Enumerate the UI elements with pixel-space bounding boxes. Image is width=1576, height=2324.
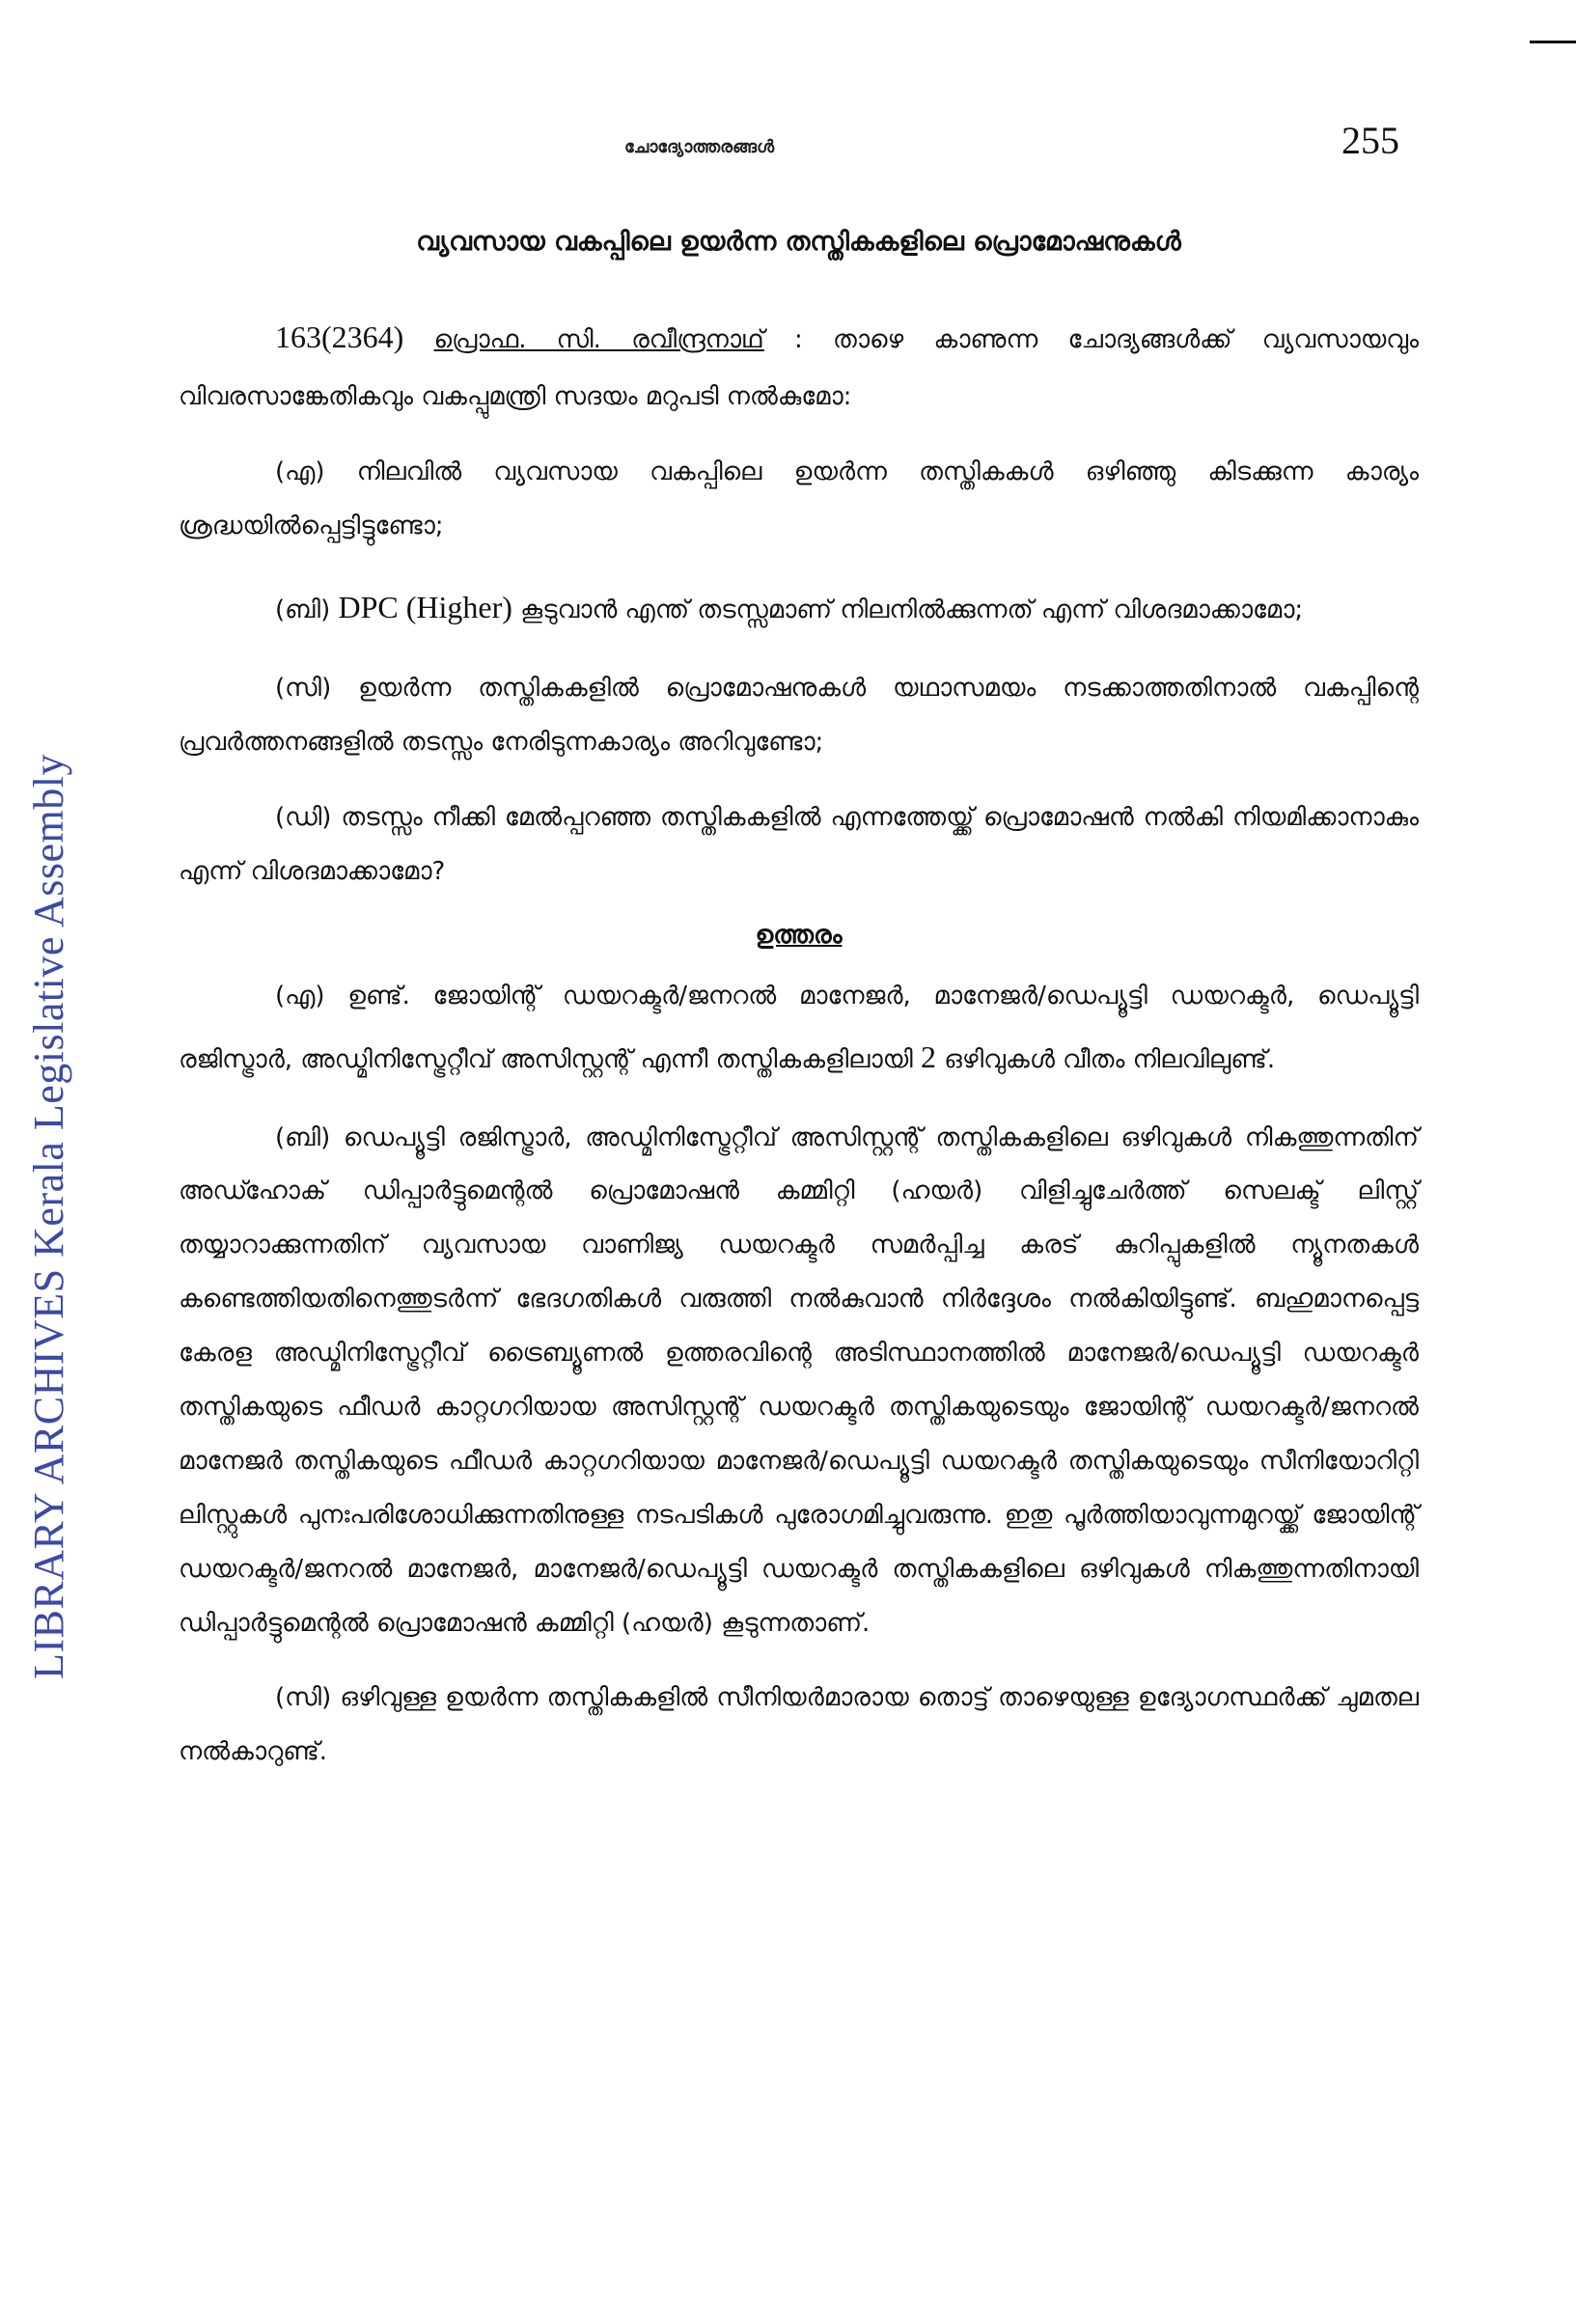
question-d: (ഡി) തടസ്സം നീക്കി മേൽപ്പറഞ്ഞ തസ്തികകളിൽ എന്നത്തേയ്ക്ക് പ്രൊമോഷൻ നൽകി നിയമിക്കാനാകും എന്ന് വിശദമാക്കാമോ? — [179, 803, 1419, 886]
question-a: (എ) നിലവിൽ വ്യവസായ വകപ്പിലെ ഉയർന്ന തസ്തികകൾ ഒഴിഞ്ഞു കിടക്കുന്ന കാര്യം ശ്രദ്ധയിൽപ്പെട്ടിട്ടുണ്ടോ; — [179, 456, 1419, 540]
answer-a — [179, 970, 1419, 1091]
member-name: പ്രൊഫ. സി. രവീന്ദ്രനാഥ് — [433, 325, 764, 354]
question-number: 163(2364) — [275, 319, 404, 354]
answer-b: (ബി) ഡെപ്യൂട്ടി രജിസ്ട്രാർ, അഡ്മിനിസ്ട്രേറ്റീവ് അസിസ്റ്റന്റ് തസ്തികകളിലെ ഒഴിവുകൾ നികത്തുന്നതിന് അഡ്ഹോക് ഡിപ്പാർട്ടുമെന്റൽ പ്രൊമോഷൻ കമ്മിറ്റി (ഹയർ) വിളിച്ചുചേർത്ത് സെലക്ട് ലിസ്റ്റ് തയ്യാറാക്കുന്നതിന് വ്യവസായ വാണിജ്യ ഡയറക്ടർ സമർപ്പിച്ച കരട് കുറിപ്പുകളിൽ ന്യൂനതകൾ കണ്ടെത്തിയതിനെത്തുടർന്ന് ഭേദഗതികൾ വരുത്തി നൽകുവാൻ നിർദ്ദേശം നൽകിയിട്ടുണ്ട്. ബഹുമാനപ്പെട്ട കേരള അഡ്മിനിസ്ട്രേറ്റീവ് ട്രൈബ്യൂണൽ ഉത്തരവിന്റെ അടിസ്ഥാനത്തിൽ മാനേജർ/ഡെപ്യൂട്ടി ഡയറക്ടർ തസ്തികയുടെ ഫീഡർ കാറ്റഗറിയായ അസിസ്റ്റന്റ് ഡയറക്ടർ തസ്തികയുടെയും ജോയിന്റ് ഡയറക്ടർ/ജനറൽ മാനേജർ തസ്തികയുടെ ഫീഡർ കാറ്റഗറിയായ മാനേജർ/ഡെപ്യൂട്ടി ഡയറക്ടർ തസ്തികയുടെയും സീനിയോറിറ്റി ലിസ്റ്റുകൾ പുനഃപരിശോധിക്കുന്നതിനുള്ള നടപടികൾ പുരോഗമിച്ചുവരുന്നു. ഇതു പൂർത്തിയാവുന്നമുറയ്ക്ക് ജോയിന്റ് ഡയറക്ടർ/ജനറൽ മാനേജർ, മാനേജർ/ഡെപ്യൂട്ടി ഡയറക്ടർ തസ്തികകളിലെ ഒഴിവുകൾ നികത്തുന്നതിനായി ഡിപ്പാർട്ടുമെന്റൽ പ്രൊമോഷൻ കമ്മിറ്റി (ഹയർ) കൂടുന്നതാണ്. — [179, 1122, 1419, 1638]
document-title: വ്യവസായ വകപ്പിലെ ഉയർന്ന തസ്തികകളിലെ പ്രൊമോഷനുകൾ — [416, 227, 1181, 257]
running-header: ചോദ്യോത്തരങ്ങൾ — [624, 137, 775, 157]
answer-a-after: ഒഴിവുകൾ വീതം നിലവിലുണ്ട്. — [936, 1044, 1276, 1074]
page-number: 255 — [1341, 119, 1399, 162]
answer-a-before: (എ) ഉണ്ട്. ജോയിന്റ് ഡയറക്ടർ/ജനറൽ മാനേജർ, മാനേജർ/ഡെപ്യൂട്ടി ഡയറക്ടർ, ഡെപ്യൂട്ടി രജിസ്ട്രാർ, അഡ്മിനിസ്ട്രേറ്റീവ് അസിസ്റ്റന്റ് എന്നീ തസ്തികകളിലായി — [179, 981, 1419, 1074]
edge-mark — [1530, 41, 1576, 43]
question-b-prefix: (ബി) — [275, 595, 339, 625]
question-intro-text: : താഴെ കാണുന്ന ചോദ്യങ്ങൾക്ക് വ്യവസായവും വിവരസാങ്കേതികവും വകപ്പുമന്ത്രി സദയം മറുപടി നൽകുമോ: — [179, 325, 1420, 411]
question-c: (സി) ഉയർന്ന തസ്തികകളിൽ പ്രൊമോഷനുകൾ യഥാസമയം നടക്കാത്തതിനാൽ വകപ്പിന്റെ പ്രവർത്തനങ്ങളിൽ തടസ്സം നേരിടുന്നകാര്യം അറിവുണ്ടോ; — [179, 674, 1419, 758]
question-intro — [179, 304, 1419, 425]
answer-heading: ഉത്തരം — [755, 920, 843, 950]
question-b — [179, 574, 1419, 641]
answer-c: (സി) ഒഴിവുള്ള ഉയർന്ന തസ്തികകളിൽ സീനിയർമാരായ തൊട്ട് താഴെയുള്ള ഉദ്യോഗസ്ഥർക്ക് ചുമതല നൽകാറുണ്ട്. — [179, 1683, 1419, 1767]
document-body — [179, 227, 1419, 1801]
question-b-rest: കൂടുവാൻ എന്ത് തടസ്സമാണ് നിലനിൽക്കുന്നത് എന്ന് വിശദമാക്കാമോ; — [512, 595, 1304, 625]
archive-watermark: LIBRARY ARCHIVES Kerala Legislative Assembly — [25, 754, 72, 1679]
answer-a-count: 2 — [921, 1038, 937, 1074]
question-b-dpc: DPC (Higher) — [338, 590, 512, 625]
